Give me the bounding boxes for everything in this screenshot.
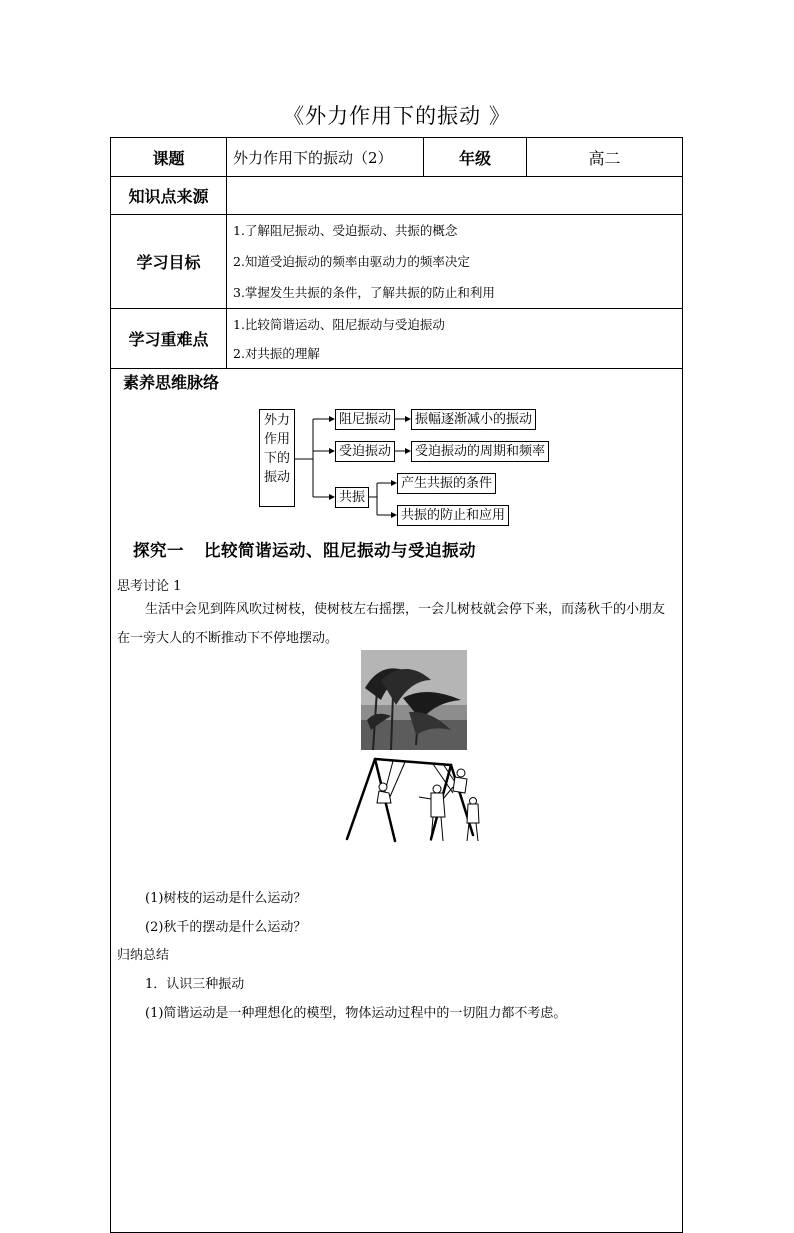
grade-value: 高二 [527,138,683,177]
goal-item: 2.知道受迫振动的频率由驱动力的频率决定 [233,254,470,269]
branch-resonance: 共振 [335,487,369,508]
content-cell [111,369,683,1233]
mindmap-heading: 素养思维脉络 [123,373,220,392]
leaf-resonance-application: 共振的防止和应用 [397,505,509,526]
root-line: 外力 [263,413,290,428]
leaf-resonance-condition: 产生共振的条件 [397,473,496,494]
goals-label: 学习目标 [111,215,227,309]
explore-label: 探究一 [133,541,184,560]
explore-heading [133,537,476,561]
leaf-damped: 振幅逐渐减小的振动 [411,409,536,430]
summary-item-1-1: (1)简谐运动是一种理想化的模型，物体运动过程中的一切阻力都不考虑。 [145,1006,567,1021]
question-2: (2)秋千的摆动是什么运动？ [145,920,307,935]
source-label: 知识点来源 [111,177,227,215]
root-line: 作用 [263,432,290,447]
topic-label: 课题 [111,138,227,177]
lesson-table [110,137,683,1233]
goal-item: 1.了解阻尼振动、受迫振动、共振的概念 [233,223,458,238]
key-points-list [227,309,683,369]
branch-forced: 受迫振动 [335,441,395,462]
windy-palm-trees-photo [361,650,467,750]
swing-playground-drawing [333,757,493,857]
root-line: 振动 [263,470,290,485]
key-point-item: 2.对共振的理解 [233,345,320,361]
discussion-heading: 思考讨论 1 [117,579,182,594]
root-line: 下的 [263,451,290,466]
source-value [227,177,683,215]
document-title: 《外力作用下的振动 》 [283,104,511,128]
summary-heading: 归纳总结 [117,948,170,963]
goals-list [227,215,683,309]
goal-item: 3.掌握发生共振的条件，了解共振的防止和利用 [233,285,495,300]
discussion-paragraph: 生活中会见到阵风吹过树枝，使树枝左右摇摆，一会儿树枝就会停下来，而荡秋千的小朋友在一旁大人的不断推动下不停地摆动。 [117,602,666,646]
grade-label: 年级 [424,138,527,177]
branch-damped: 阻尼振动 [335,409,395,430]
explore-title: 比较简谐运动、阻尼振动与受迫振动 [204,541,476,560]
question-1: (1)树枝的运动是什么运动？ [145,891,307,906]
summary-item-1: 1．认识三种振动 [145,977,245,992]
key-point-item: 1.比较简谐运动、阻尼振动与受迫振动 [233,316,445,332]
mindmap-root [259,409,295,507]
leaf-forced: 受迫振动的周期和频率 [411,441,549,462]
key-label: 学习重难点 [111,309,227,369]
mindmap-diagram [259,409,559,529]
topic-value: 外力作用下的振动（2） [227,138,424,177]
